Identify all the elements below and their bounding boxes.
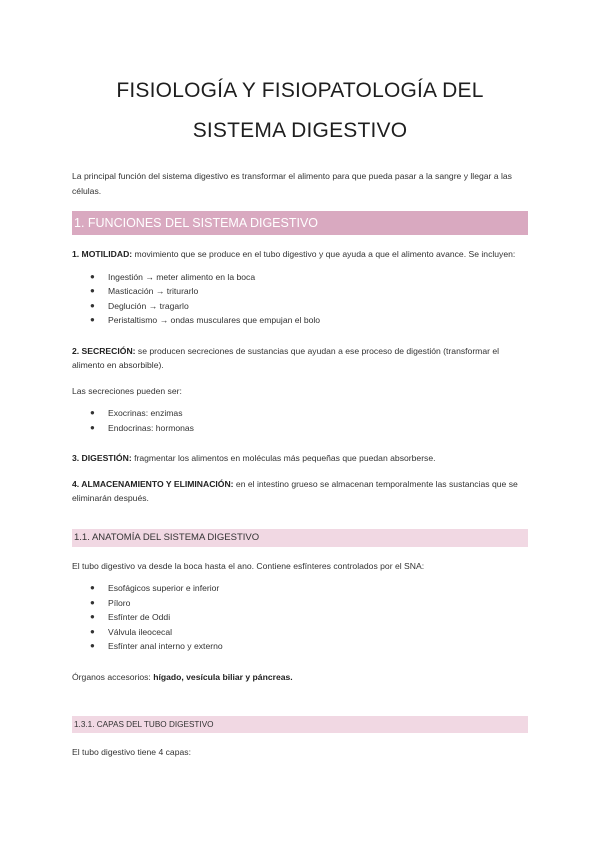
- secrecion-text: se producen secreciones de sustancias que ayudan a ese proceso de digestión (transformar el alimento en absorbible).: [72, 345, 500, 370]
- section-heading-funciones: 1. FUNCIONES DEL SISTEMA DIGESTIVO: [72, 211, 528, 235]
- bullet-icon: ●: [90, 612, 95, 621]
- list-item: ● Esfínter de Oddi: [108, 610, 528, 625]
- list-item: ● Píloro: [108, 596, 528, 611]
- document-title: [72, 0, 528, 151]
- secreciones-subtext: Las secreciones pueden ser:: [72, 385, 182, 396]
- secrecion-label: 2. SECRECIÓN:: [72, 345, 136, 356]
- organos-paragraph: [72, 670, 528, 685]
- section-heading-capas: 1.3.1. CAPAS DEL TUBO DIGESTIVO: [72, 716, 528, 733]
- capas-paragraph: El tubo digestivo tiene 4 capas:: [72, 747, 191, 757]
- list-item: ● Peristaltismo → ondas musculares que empujan el bolo: [108, 313, 528, 328]
- bullet-icon: ●: [90, 626, 95, 636]
- digestion-text: fragmentar los alimentos en moléculas más pequeñas que puedan absorberse.: [131, 453, 436, 463]
- secrecion-list: [72, 406, 528, 435]
- organos-label: Órganos accesorios:: [72, 671, 154, 682]
- list-item: ● Ingestión → meter alimento en la boca: [108, 270, 528, 285]
- digestion-label: 3. DIGESTIÓN:: [72, 453, 132, 463]
- bullet-icon: ●: [90, 315, 95, 324]
- bullet-icon: ●: [90, 271, 95, 281]
- bullet-icon: ●: [90, 422, 95, 432]
- bullet-icon: ●: [90, 597, 95, 607]
- motilidad-list: [72, 270, 528, 328]
- secrecion-paragraph: [72, 344, 528, 373]
- organos-value: hígado, vesícula biliar y páncreas.: [153, 671, 293, 682]
- motilidad-label: 1. MOTILIDAD:: [72, 249, 133, 259]
- bullet-icon: ●: [90, 583, 95, 592]
- intro-paragraph: La principal función del sistema digestivo es transformar el alimento para que pueda pasar a la sangre y llegar a las células.: [72, 171, 512, 196]
- motilidad-paragraph: [72, 247, 528, 262]
- list-item: ● Exocrinas: enzimas: [108, 406, 528, 421]
- bullet-icon: ●: [90, 286, 95, 295]
- motilidad-text: movimiento que se produce en el tubo digestivo y que ayuda a que el alimento avance. Se incluyen:: [132, 249, 516, 259]
- title-line-2: SISTEMA DIGESTIVO: [192, 119, 408, 142]
- list-item: ● Deglución → tragarlo: [108, 299, 528, 314]
- esfinteres-list: [72, 581, 528, 654]
- list-item: ● Válvula ileocecal: [108, 625, 528, 640]
- title-line-1: FISIOLOGÍA Y FISIOPATOLOGÍA DEL: [116, 79, 484, 102]
- list-item: ● Endocrinas: hormonas: [108, 421, 528, 436]
- bullet-icon: ●: [90, 641, 95, 650]
- digestion-paragraph: [72, 451, 528, 466]
- list-item: ● Masticación → triturarlo: [108, 284, 528, 299]
- section-heading-anatomia: 1.1. ANATOMÍA DEL SISTEMA DIGESTIVO: [72, 529, 528, 547]
- list-item: ● Esfínter anal interno y externo: [108, 639, 528, 654]
- almacenamiento-text: en el intestino grueso se almacenan temporalmente las sustancias que se eliminarán después.: [72, 478, 518, 503]
- bullet-icon: ●: [90, 408, 95, 417]
- almacenamiento-label: 4. ALMACENAMIENTO Y ELIMINACIÓN:: [72, 478, 234, 489]
- almacenamiento-paragraph: [72, 477, 528, 506]
- list-item: ● Esofágicos superior e inferior: [108, 581, 528, 596]
- bullet-icon: ●: [90, 300, 95, 310]
- anatomia-paragraph: El tubo digestivo va desde la boca hasta el ano. Contiene esfínteres controlados por el SNA:: [72, 560, 425, 571]
